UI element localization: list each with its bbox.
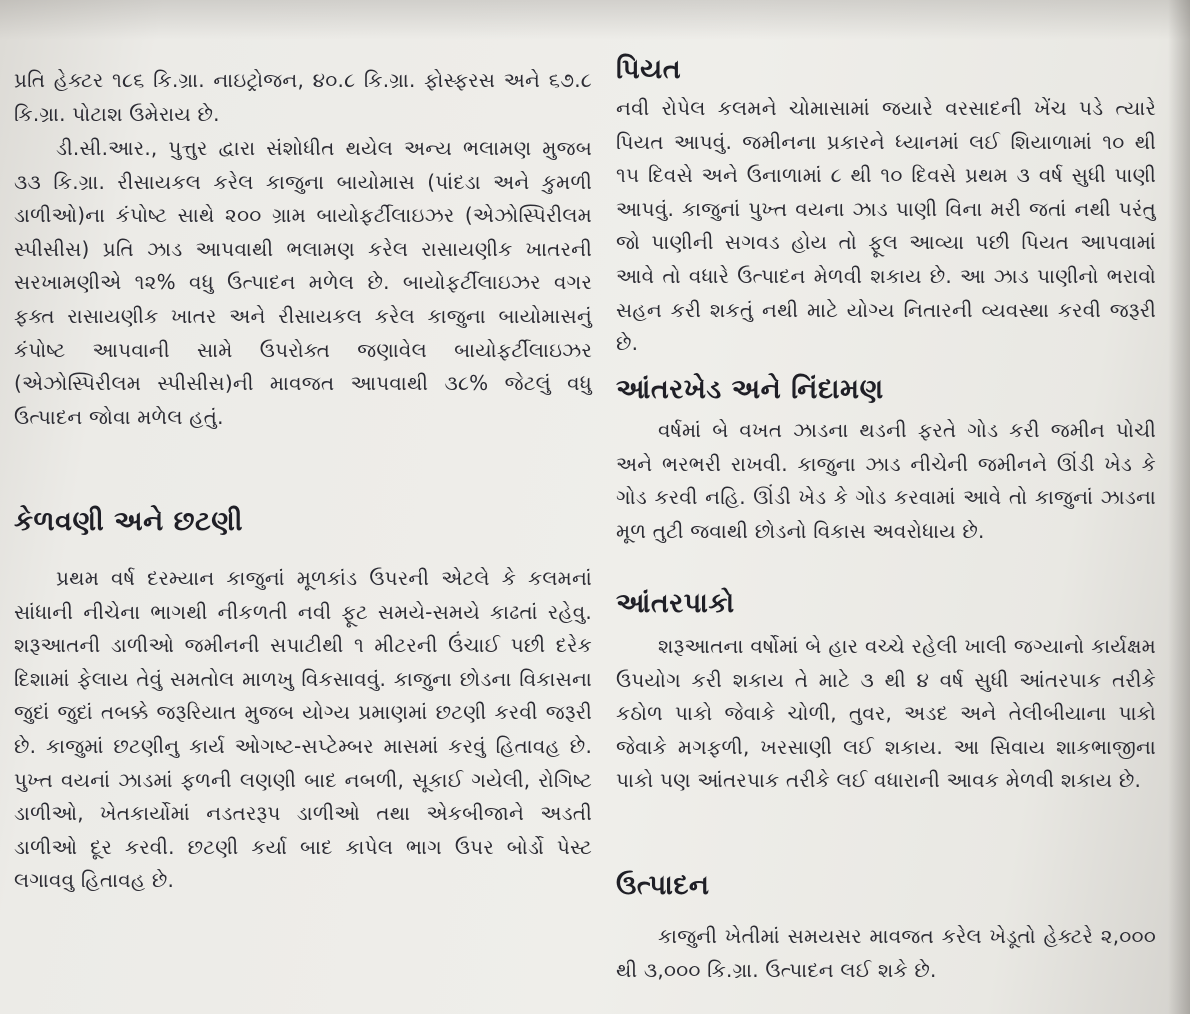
heading-production: ઉત્પાદન <box>616 870 710 901</box>
heading-training-pruning: કેળવણી અને છટણી <box>14 506 243 537</box>
heading-intercrops: આંતરપાકો <box>616 588 735 619</box>
page-top-shadow <box>0 0 1190 40</box>
paragraph-intercrops: શરૂઆતના વર્ષોમાં બે હાર વચ્ચે રહેલી ખાલી જગ્યાનો કાર્યક્ષમ ઉપયોગ કરી શકાય તે માટે ૩ થી ૪ વર્ષ સુધી આંતરપાક તરીકે કઠોળ પાકો જેવાકે ચોળી, તુવર, અડદ અને તેલીબીયાના પાકો જેવાકે મગફળી, ખરસાણી લઈ શકાય. આ સિવાય શાકભાજીના પાકો પણ આંતરપાક તરીકે લઈ વધારાની આવક મેળવી શકાય છે. <box>616 634 1156 793</box>
page-binding-shadow <box>1168 0 1190 1014</box>
paragraph-biofertilizer: ડી.સી.આર., પુત્તુર દ્વારા સંશોધીત થયેલ અન્ય ભલામણ મુજબ ૩૩ કિ.ગ્રા. રીસાયકલ કરેલ કાજુના બાયોમાસ (પાંદડા અને કુમળી ડાળીઓ)ના કંપોષ્ટ સાથે ૨૦૦ ગ્રામ બાયોફર્ટીલાઇઝર (એઝોસ્પિરીલમ સ્પીસીસ) પ્રતિ ઝાડ આપવાથી ભલામણ કરેલ રાસાયણીક ખાતરની સરખામણીએ ૧૨% વધુ ઉત્પાદન મળેલ છે. બાયોફર્ટીલાઇઝર વગર ફક્ત રાસાયણીક ખાતર અને રીસાયકલ કરેલ કાજુના બાયોમાસનું કંપોષ્ટ આપવાની સામે ઉપરોક્ત જણાવેલ બાયોફર્ટીલાઇઝર (એઝોસ્પિરીલમ સ્પીસીસ)ની માવજત આપવાથી ૩૮% જેટલું વધુ ઉત્પાદન જોવા મળેલ હતું. <box>14 136 592 429</box>
paragraph-interculture: વર્ષમાં બે વખત ઝાડના થડની ફરતે ગોડ કરી જમીન પોચી અને ભરભરી રાખવી. કાજુના ઝાડ નીચેની જમીનને ઊંડી ખેડ કે ગોડ કરવી નહિ. ઊંડી ખેડ કે ગોડ કરવામાં આવે તો કાજુનાં ઝાડના મૂળ તુટી જવાથી છોડનો વિકાસ અવરોધાય છે. <box>616 418 1156 543</box>
paragraph-nutrients: પ્રતિ હેક્ટર ૧૮૬ કિ.ગ્રા. નાઇટ્રોજન, ૪૦.૮ કિ.ગ્રા. ફોસ્ફરસ અને ૬૭.૮ કિ.ગ્રા. પોટાશ ઉમેરાય છે. <box>14 68 592 126</box>
heading-irrigation: પિયત <box>616 54 682 85</box>
paragraph-production: કાજુની ખેતીમાં સમયસર માવજત કરેલ ખેડૂતો હેક્ટરે ૨,૦૦૦ થી ૩,૦૦૦ કિ.ગ્રા. ઉત્પાદન લઈ શકે છે. <box>616 924 1156 982</box>
paragraph-irrigation: નવી રોપેલ કલમને ચોમાસામાં જયારે વરસાદની ખેંચ પડે ત્યારે પિયત આપવું. જમીનના પ્રકારને ધ્યાનમાં લઈ શિયાળામાં ૧૦ થી ૧૫ દિવસે અને ઉનાળામાં ૮ થી ૧૦ દિવસે પ્રથમ ૩ વર્ષ સુધી પાણી આપવું. કાજુનાં પુખ્ત વયના ઝાડ પાણી વિના મરી જતાં નથી પરંતુ જો પાણીની સગવડ હોય તો ફૂલ આવ્યા પછી પિયત આપવામાં આવે તો વધારે ઉત્પાદન મેળવી શકાય છે. આ ઝાડ પાણીનો ભરાવો સહન કરી શકતું નથી માટે યોગ્ય નિતારની વ્યવસ્થા કરવી જરૂરી છે. <box>616 96 1156 356</box>
heading-interculture-weeding: આંતરખેડ અને નિંદામણ <box>616 374 884 405</box>
paragraph-pruning: પ્રથમ વર્ષ દરમ્યાન કાજુનાં મૂળકાંડ ઉપરની એટલે કે કલમનાં સાંધાની નીચેના ભાગથી નીકળતી નવી ફૂટ સમયે-સમયે કાઢતાં રહેવુ. શરૂઆતની ડાળીઓ જમીનની સપાટીથી ૧ મીટરની ઉંચાઈ પછી દરેક દિશામાં ફેલાય તેવું સમતોલ માળખુ વિકસાવવું. કાજુના છોડના વિકાસના જુદાં જુદાં તબક્કે જરૂરિયાત મુજબ યોગ્ય પ્રમાણમાં છટણી કરવી જરૂરી છે. કાજુમાં છટણીનુ કાર્ય ઓગષ્ટ-સપ્ટેમ્બર માસમાં કરવું હિતાવહ છે. પુખ્ત વયનાં ઝાડમાં ફળની લણણી બાદ નબળી, સૂકાઈ ગયેલી, રોગિષ્ટ ડાળીઓ, ખેતકાર્યોમાં નડતરરૂપ ડાળીઓ તથા એકબીજાને અડતી ડાળીઓ દૂર કરવી. છટણી કર્યા બાદ કાપેલ ભાગ ઉપર બોર્ડો પેસ્ટ લગાવવુ હિતાવહ છે. <box>14 566 592 893</box>
